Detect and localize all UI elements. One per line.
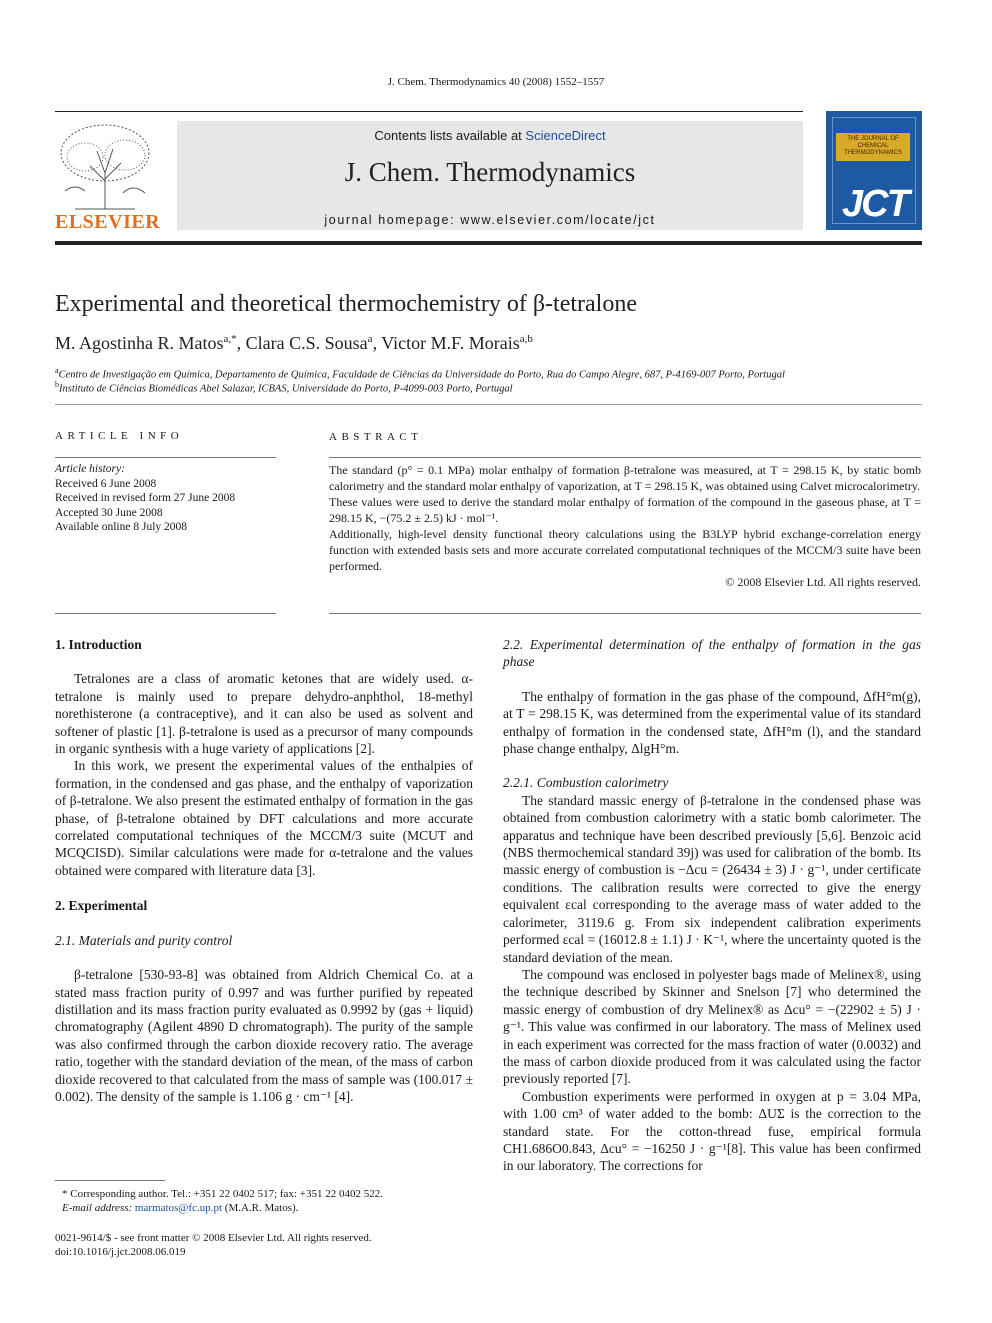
abstract-para: Additionally, high-level density functional theory calculations using the B3LYP hybrid exchange-correlation energy function with extended basis sets and more accurate correlated computational techniques of the MCCM/3 suite have been performed.	[329, 527, 921, 573]
corresponding-author: * Corresponding author. Tel.: +351 22 0402 517; fax: +351 22 0402 522.	[62, 1188, 383, 1200]
history-revised: Received in revised form 27 June 2008	[55, 492, 236, 504]
abstract-rule	[329, 457, 921, 458]
journal-cover-thumbnail	[826, 111, 922, 230]
affiliation-text: Centro de Investigação em Química, Departamento de Química, Faculdade de Ciências da Universidade do Porto, Rua do Campo Alegre, 687, P-4169-007 Porto, Portugal	[58, 369, 785, 381]
footnote-rule	[55, 1180, 165, 1181]
abstract-body	[329, 462, 921, 590]
author-name: Clara C.S. Sousa	[245, 333, 368, 353]
elsevier-wordmark: ELSEVIER	[55, 211, 161, 233]
abstract-heading: ABSTRACT	[329, 431, 423, 443]
subsection-heading: 2.2.1. Combustion calorimetry	[503, 775, 669, 791]
affiliation	[55, 366, 785, 381]
article-info-rule	[55, 457, 276, 458]
subsection-heading: 2.1. Materials and purity control	[55, 932, 233, 948]
author-sup: a,*	[223, 333, 237, 345]
affil-rule	[55, 404, 922, 405]
abstract-copyright: © 2008 Elsevier Ltd. All rights reserved.	[725, 575, 921, 589]
author-name: Victor M.F. Morais	[381, 333, 520, 353]
footnote	[62, 1187, 474, 1215]
author-name: M. Agostinha R. Matos	[55, 333, 224, 353]
sciencedirect-link[interactable]: ScienceDirect	[525, 128, 606, 143]
issn-doi	[55, 1231, 485, 1259]
history-online: Available online 8 July 2008	[55, 521, 188, 533]
history-accepted: Accepted 30 June 2008	[55, 506, 163, 519]
email-link[interactable]: marmatos@fc.up.pt	[134, 1202, 223, 1214]
journal-name: J. Chem. Thermodynamics	[344, 157, 636, 187]
paragraph: In this work, we present the experimental values of the enthalpies of formation, in the condensed and gas phase, and the enthalpy of vaporization of β-tetralone. We also present the estimated enthalpy of formation in the gas phase, of β-tetralone obtained by DFT calculations and more accurate correlated computational techniques of the MCCM/3 suite (MCUT and MCQCISD). Similar calculations were made for α-tetralone and the values obtained were compared with literature data [3].	[55, 758, 473, 878]
author-sup: a,b	[519, 333, 533, 345]
running-header: J. Chem. Thermodynamics 40 (2008) 1552–1557	[387, 76, 605, 88]
cover-jct: JCT	[842, 183, 908, 225]
history-label: Article history:	[55, 463, 125, 475]
section-heading: 1. Introduction	[55, 637, 142, 652]
journal-homepage[interactable]: journal homepage: www.elsevier.com/locate/jct	[324, 213, 656, 227]
paragraph: The standard massic energy of β-tetralone in the condensed phase was obtained from combustion calorimetry with a static bomb calorimeter. The apparatus and technique have been described previously [5,6]. Benzoic acid (NBS thermochemical standard 39j) was used for calibration of the bomb. Its massic energy of combustion is −Δcu = (26434 ± 3) J · g⁻¹, under certificate conditions. The calibration results were corrected to give the energy equivalent εcal corresponding to the average mass of water added to the calorimeter, 3119.6 g. From six independent calibration experiments performed εcal = (16012.8 ± 1.1) J · K⁻¹, where the uncertainty quoted is the standard deviation of the mean.	[503, 792, 921, 965]
paragraph: The compound was enclosed in polyester bags made of Melinex®, using the technique described by Skinner and Snelson [7] who determined the massic energy of combustion of dry Melinex® as Δcu° = −(22902 ± 5) J · g⁻¹. This value was confirmed in our laboratory. The mass of Melinex used in each experiment was corrected for the mass fraction of water (0.0032) and the mass of carbon dioxide produced from it was calculated using the factor previously reported [7].	[503, 966, 921, 1087]
elsevier-tree-logo	[55, 121, 155, 211]
cover-label: THE JOURNAL OF CHEMICAL THERMODYNAMICS	[836, 133, 910, 161]
affiliation	[55, 380, 513, 395]
author-sep: ,	[236, 333, 246, 353]
issn-line: 0021-9614/$ - see front matter © 2008 Elsevier Ltd. All rights reserved.	[55, 1232, 372, 1244]
email-tail: (M.A.R. Matos).	[224, 1202, 299, 1214]
article-title: Experimental and theoretical thermochemistry of β-tetralone	[55, 291, 637, 317]
section-heading: 2. Experimental	[55, 898, 148, 914]
journal-banner	[177, 121, 803, 230]
header-rule	[55, 111, 803, 112]
paragraph: The enthalpy of formation in the gas phase of the compound, ΔfH°m(g), at T = 298.15 K, was determined from the experimental value of its standard enthalpy of formation in the condensed state, ΔfH°m (l), and the standard phase change enthalpy, ΔlgH°m.	[503, 688, 921, 757]
left-column	[55, 636, 473, 1105]
paragraph: β-tetralone [530-93-8] was obtained from Aldrich Chemical Co. at a stated mass fraction purity of 0.997 and was further purified by repeated distillation and its mass fraction purity evaluated as 0.9992 by (gas + liquid) chromatography (Agilent 4890 D chromatograph). The purity of the sample was also confirmed through the carbon dioxide recovery ratio. The average ratio, together with the standard deviation of the mean, of the mass of carbon dioxide recovered to that calculated from the mass of sample was (100.017 ± 0.002). The density of the sample is 1.106 g · cm⁻¹ [4].	[55, 967, 473, 1104]
contents-line	[177, 128, 803, 143]
affiliation-text: Instituto de Ciências Biomédicas Abel Salazar, ICBAS, Universidade do Porto, P-4099-003 Porto, Portugal	[59, 383, 513, 395]
right-column	[503, 636, 921, 1175]
article-history	[55, 462, 276, 535]
thick-rule	[55, 241, 922, 245]
article-info-bottom-rule	[55, 613, 276, 614]
author-list	[55, 333, 533, 354]
abstract-bottom-rule	[329, 613, 921, 614]
article-info-heading: ARTICLE INFO	[55, 430, 184, 442]
email-label: E-mail address:	[62, 1202, 133, 1214]
affiliation-sup: b	[55, 380, 59, 389]
abstract-para: These values were used to derive the standard molar enthalpy of formation of the compound in the gaseous phase, at T = 298.15 K, −(75.2 ± 2.5) kJ · mol⁻¹.	[329, 495, 921, 525]
author-sup: a	[367, 333, 373, 345]
author-sep: ,	[372, 333, 382, 353]
subsection-heading: 2.2. Experimental determination of the enthalpy of formation in the gas phase	[503, 637, 921, 670]
doi-line: doi:10.1016/j.jct.2008.06.019	[55, 1246, 186, 1258]
paragraph: Tetralones are a class of aromatic ketones that are widely used. α-tetralone is mainly used to prepare dehydro-anphthol, 18-methyl norethisterone (a contraceptive), and it can also be used as solvent and softener of plastic [1]. β-tetralone is used as a precursor of many compounds in organic synthesis with a huge variety of applications [2].	[55, 671, 473, 757]
history-received: Received 6 June 2008	[55, 477, 157, 490]
affiliation-sup: a	[55, 366, 59, 375]
paragraph: Combustion experiments were performed in oxygen at p = 3.04 MPa, with 1.00 cm³ of water added to the bomb: ΔUΣ is the correction to the standard state. For the cotton-thread fuse, empirical formula CH1.686O0.843, Δcu° = −16250 J · g⁻¹[8]. This value has been confirmed in our laboratory. The corrections for	[503, 1088, 921, 1174]
contents-prefix: Contents lists available at	[374, 128, 522, 143]
email-line	[62, 1201, 474, 1215]
abstract-para: The standard (p° = 0.1 MPa) molar enthalpy of formation β-tetralone was measured, at T = 298.15 K, by static bomb calorimetry and the standard molar enthalpy of vaporization, at T = 298.15 K, was obtained using Calvet microcalorimetry.	[329, 463, 921, 493]
